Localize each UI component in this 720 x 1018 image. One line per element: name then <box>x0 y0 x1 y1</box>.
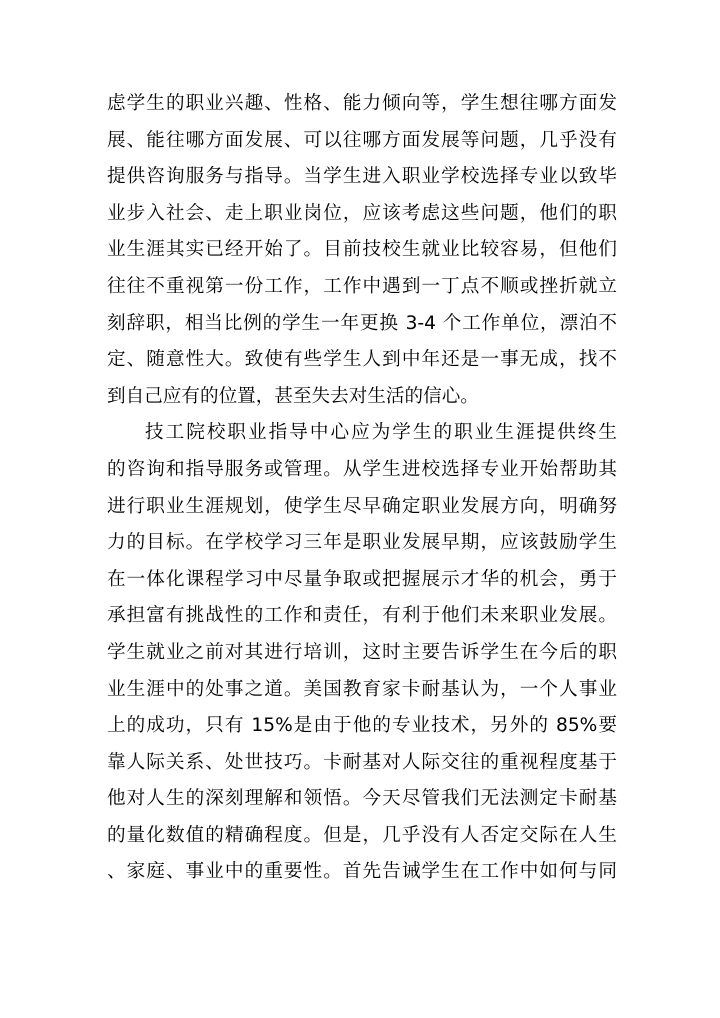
paragraph-line: 在一体化课程学习中尽量争取或把握展示才华的机会，勇于 <box>107 568 617 590</box>
paragraph-line: 定、随意性大。致使有些学生人到中年还是一事无成，找不 <box>107 349 617 371</box>
paragraph-line: 学生就业之前对其进行培训，这时主要告诉学生在今后的职 <box>107 641 617 663</box>
paragraph-1 <box>107 86 617 415</box>
paragraph-line: 靠人际关系、处世技巧。卡耐基对人际交往的重视程度基于 <box>107 751 617 773</box>
paragraph-line: 承担富有挑战性的工作和责任，有利于他们未来职业发展。 <box>107 605 617 627</box>
paragraph-line: 力的目标。在学校学习三年是职业发展早期，应该鼓励学生 <box>107 532 617 554</box>
document-body <box>107 86 617 891</box>
paragraph-line: 上的成功，只有 15%是由于他的专业技术，另外的 85%要 <box>107 715 617 737</box>
paragraph-line: 业步入社会、走上职业岗位，应该考虑这些问题，他们的职 <box>107 202 617 224</box>
paragraph-line: 到自己应有的位置，甚至失去对生活的信心。 <box>107 385 479 407</box>
paragraph-line: 往往不重视第一份工作，工作中遇到一丁点不顺或挫折就立 <box>107 275 617 297</box>
paragraph-line: 业生涯中的处事之道。美国教育家卡耐基认为，一个人事业 <box>107 678 617 700</box>
paragraph-line: 虑学生的职业兴趣、性格、能力倾向等，学生想往哪方面发 <box>107 93 617 114</box>
paragraph-line: 的量化数值的精确程度。但是，几乎没有人否定交际在人生 <box>107 824 617 846</box>
paragraph-line: 刻辞职，相当比例的学生一年更换 3-4 个工作单位，漂泊不 <box>107 312 617 334</box>
paragraph-line: 进行职业生涯规划，使学生尽早确定职业发展方向，明确努 <box>107 495 617 517</box>
paragraph-line: 展、能往哪方面发展、可以往哪方面发展等问题，几乎没有 <box>107 129 617 151</box>
paragraph-line: 的咨询和指导服务或管理。从学生进校选择专业开始帮助其 <box>107 458 617 480</box>
paragraph-line: 技工院校职业指导中心应为学生的职业生涯提供终生 <box>145 422 617 444</box>
paragraph-line: 、家庭、事业中的重要性。首先告诫学生在工作中如何与同 <box>107 861 617 883</box>
paragraph-line: 提供咨询服务与指导。当学生进入职业学校选择专业以致毕 <box>107 166 617 188</box>
paragraph-2 <box>107 415 617 891</box>
paragraph-line: 他对人生的深刻理解和领悟。今天尽管我们无法测定卡耐基 <box>107 788 617 810</box>
paragraph-line: 业生涯其实已经开始了。目前技校生就业比较容易，但他们 <box>107 239 617 261</box>
